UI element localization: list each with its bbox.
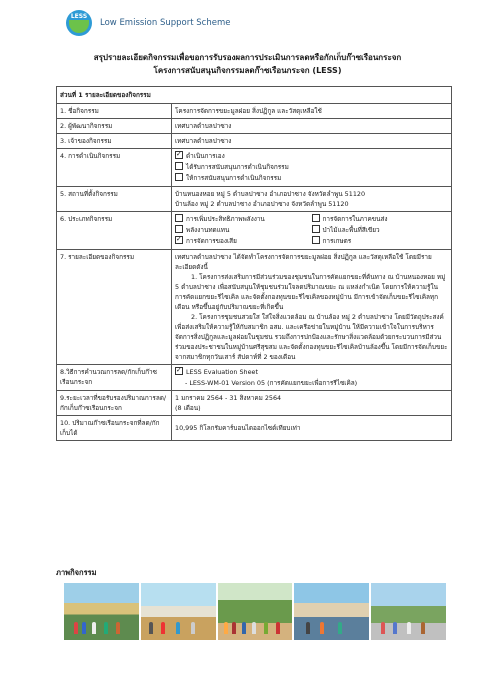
- row-label: 10. ปริมาณก๊าซเรือนกระจกที่ลด/กักเก็บได้: [57, 416, 172, 441]
- checkbox-option[interactable]: ✓การจัดการของเสีย: [175, 236, 312, 247]
- period-months: (8 เดือน): [175, 404, 201, 412]
- detail-paragraph-2: 2. โครงการชุมชนสวยใส ใส่ใจสิ่งแวดล้อม ณ บ้านล้อง หมู่ 2 ตำบลปาซาง โดยมีวัตถุประสงค์เพื่อส่งเสริมให้ความรู้ให้กับสมาชิก อสม. และเครือข่ายในหมู่บ้าน ให้มีความเข้าใจในการบริหารจัดการสิ่งปฏิกูลและมูลฝอยในชุมชน รวมถึงการปกป้องและรักษาสิ่งแวดล้อมด้วยกระบวนการมีส่วนร่วมของประชาชนในหมู่บ้านศรีสุขสม และจัดตั้งกองทุนขยะรีไซเคิลบ้านล้องขึ้น โดยมีการจัดเก็บขยะจากสมาชิกทุกวันเสาร์ สัปดาห์ที่ 2 ของเดือน: [175, 313, 448, 361]
- checkbox-option[interactable]: การจัดการในภาคขนส่ง: [312, 214, 449, 225]
- method-detail: - LESS-WM-01 Version 05 (การคัดแยกขยะเพื่อการรีไซเคิล): [185, 379, 358, 387]
- table-row: [57, 365, 452, 391]
- checkbox-icon[interactable]: [312, 236, 320, 244]
- section-heading: ส่วนที่ 1 รายละเอียดของกิจกรรม: [57, 87, 452, 104]
- row-value: โครงการจัดการขยะมูลฝอย สิ่งปฏิกูล และวัสดุเหลือใช้: [172, 104, 452, 119]
- row-label: 9.ระยะเวลาที่ขอรับรองปริมาณการลด/กักเก็บก๊าซเรือนกระจก: [57, 391, 172, 416]
- row-value: [172, 250, 452, 365]
- scheme-name: Low Emission Support Scheme: [100, 18, 231, 28]
- activity-photos: [64, 583, 446, 640]
- detail-intro: เทศบาลตำบลปาซาง ได้จัดทำโครงการจัดการขยะมูลฝอย สิ่งปฏิกูล และวัสดุเหลือใช้ โดยมีรายละเอียดดังนี้: [175, 253, 432, 271]
- row-label: 5. สถานที่ตั้งกิจกรรม: [57, 187, 172, 212]
- activity-photo: [141, 583, 216, 640]
- location-line: บ้านล้อง หมู่ 2 ตำบลปาซาง อำเภอปาซาง จังหวัดลำพูน 51120: [175, 200, 349, 208]
- row-value: [172, 365, 452, 391]
- location-line: บ้านหนองหอย หมู่ 5 ตำบลปาซาง อำเภอปาซาง จังหวัดลำพูน 51120: [175, 190, 366, 198]
- checkbox-icon[interactable]: [175, 225, 183, 233]
- row-value: [172, 391, 452, 416]
- header: [66, 10, 230, 36]
- document-title: [0, 51, 495, 77]
- activity-photo: [294, 583, 369, 640]
- row-label: 3. เจ้าของกิจกรรม: [57, 134, 172, 149]
- row-value: [172, 212, 452, 250]
- activity-table: [56, 86, 452, 441]
- checkbox-option[interactable]: ป่าไม้และพื้นที่สีเขียว: [312, 225, 449, 236]
- checkbox-option[interactable]: ให้การสนับสนุนการดำเนินกิจกรรม: [175, 173, 448, 184]
- row-value: [172, 149, 452, 187]
- checkbox-icon[interactable]: [175, 236, 183, 244]
- row-label: 2. ผู้พัฒนากิจกรรม: [57, 119, 172, 134]
- table-row: [57, 119, 452, 134]
- row-value: 10,995 กิโลกรัมคาร์บอนไดออกไซด์เทียบเท่า: [172, 416, 452, 441]
- checkbox-icon[interactable]: [312, 225, 320, 233]
- title-line-1: สรุปรายละเอียดกิจกรรมเพื่อขอการรับรองผลการประเมินการลดหรือกักเก็บก๊าซเรือนกระจก: [93, 53, 402, 62]
- table-row: [57, 250, 452, 365]
- checkbox-option[interactable]: การเพิ่มประสิทธิภาพพลังงาน: [175, 214, 312, 225]
- title-line-2: โครงการสนับสนุนกิจกรรมลดก๊าซเรือนกระจก (LESS): [153, 66, 342, 75]
- checkbox-option[interactable]: การเกษตร: [312, 236, 449, 247]
- row-label: 4. การดำเนินกิจกรรม: [57, 149, 172, 187]
- checkbox-option[interactable]: ได้รับการสนับสนุนการดำเนินกิจกรรม: [175, 162, 448, 173]
- table-row: [57, 104, 452, 119]
- checkbox-icon[interactable]: [175, 367, 183, 375]
- activity-photo: [371, 583, 446, 640]
- checkbox-icon[interactable]: [175, 151, 183, 159]
- checkbox-option[interactable]: ✓ ดำเนินการเอง: [175, 151, 448, 162]
- table-row: [57, 391, 452, 416]
- checkbox-icon[interactable]: [175, 173, 183, 181]
- activity-photo: [218, 583, 293, 640]
- table-row: [57, 149, 452, 187]
- table-row: [57, 416, 452, 441]
- activity-photo: [64, 583, 139, 640]
- table-row: [57, 134, 452, 149]
- row-label: 8.วิธีการคำนวณการลด/กักเก็บก๊าซเรือนกระจก: [57, 365, 172, 391]
- photos-label: ภาพกิจกรรม: [56, 568, 97, 577]
- row-value: เทศบาลตำบลปาซาง: [172, 134, 452, 149]
- table-row: [57, 212, 452, 250]
- row-label: 7. รายละเอียดของกิจกรรม: [57, 250, 172, 365]
- table-row: [57, 187, 452, 212]
- detail-paragraph-1: 1. โครงการส่งเสริมการมีส่วนร่วมของชุมชนในการคัดแยกขยะที่ต้นทาง ณ บ้านหนองหอย หมู่ 5 ตำบลปาซาง เพื่อสนับสนุนให้ชุมชนร่วมใจลดปริมาณขยะ ณ แหล่งกำเนิด โดยการให้ความรู้ในการคัดแยกขยะรีไซเคิล และจัดตั้งกองทุนขยะรีไซเคิลของหมู่บ้าน มีการเข้าจัดเก็บขยะรีไซเคิลทุกเดือน หรือขึ้นอยู่กับปริมาณขยะที่เกิดขึ้น: [175, 273, 446, 311]
- checkbox-icon[interactable]: [175, 162, 183, 170]
- period-dates: 1 มกราคม 2564 - 31 สิงหาคม 2564: [175, 394, 282, 402]
- checkbox-icon[interactable]: [312, 214, 320, 222]
- checkbox-icon[interactable]: [175, 214, 183, 222]
- checkbox-option[interactable]: พลังงานทดแทน: [175, 225, 312, 236]
- row-value: [172, 187, 452, 212]
- row-value: เทศบาลตำบลปาซาง: [172, 119, 452, 134]
- row-label: 1. ชื่อกิจกรรม: [57, 104, 172, 119]
- less-logo: LESS: [66, 10, 92, 36]
- row-label: 6. ประเภทกิจกรรม: [57, 212, 172, 250]
- checkbox-option[interactable]: ✓LESS Evaluation Sheet: [175, 367, 448, 378]
